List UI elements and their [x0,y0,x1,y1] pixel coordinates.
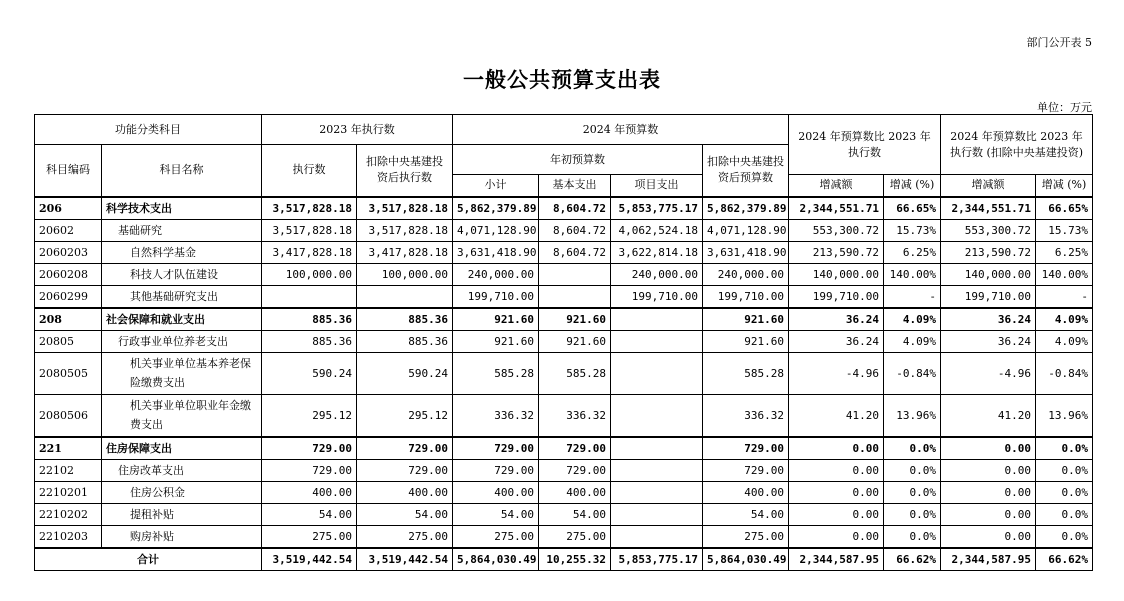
table-row [35,437,1093,460]
total-row [35,548,1093,571]
total-basic: 10,255.32 [539,548,611,571]
header-change-amount-2: 增减额 [941,175,1036,197]
header-exec: 执行数 [262,145,357,197]
row-change-amount-2: -4.96 [941,352,1036,394]
table-row [35,394,1093,437]
row-project [611,525,703,548]
row-basic: 8,604.72 [539,197,611,220]
row-change-amount-1: 0.00 [789,459,884,481]
row-exec-excl [357,285,453,308]
row-budget-excl: 921.60 [703,330,789,352]
row-code: 2080506 [35,394,102,437]
row-change-pct-1: 0.0% [884,437,941,460]
row-name: 社会保障和就业支出 [102,308,262,331]
row-change-pct-2: 140.00% [1036,263,1093,285]
row-subtotal: 199,710.00 [453,285,539,308]
row-exec-excl: 3,517,828.18 [357,197,453,220]
table-row [35,330,1093,352]
row-change-amount-2: 140,000.00 [941,263,1036,285]
row-code: 2210203 [35,525,102,548]
row-change-pct-1: 66.65% [884,197,941,220]
row-change-pct-2: 0.0% [1036,481,1093,503]
header-project: 项目支出 [611,175,703,197]
row-basic: 8,604.72 [539,219,611,241]
total-exec-excl: 3,519,442.54 [357,548,453,571]
row-project: 4,062,524.18 [611,219,703,241]
table-header [35,115,1093,197]
row-change-amount-2: 0.00 [941,503,1036,525]
row-exec-excl: 590.24 [357,352,453,394]
row-name: 自然科学基金 [102,241,262,263]
row-code: 2060299 [35,285,102,308]
row-exec-excl: 400.00 [357,481,453,503]
row-name: 机关事业单位基本养老保险缴费支出 [102,352,262,394]
row-basic: 921.60 [539,308,611,331]
table-row [35,459,1093,481]
row-exec: 3,517,828.18 [262,219,357,241]
row-basic: 400.00 [539,481,611,503]
header-functional-category: 功能分类科目 [35,115,262,145]
row-exec-excl: 54.00 [357,503,453,525]
row-change-pct-1: 140.00% [884,263,941,285]
row-project [611,330,703,352]
row-change-amount-1: 0.00 [789,481,884,503]
row-exec: 3,517,828.18 [262,197,357,220]
row-project [611,459,703,481]
row-subtotal: 921.60 [453,308,539,331]
row-change-amount-1: 36.24 [789,330,884,352]
total-exec: 3,519,442.54 [262,548,357,571]
row-name: 其他基础研究支出 [102,285,262,308]
row-change-pct-2: -0.84% [1036,352,1093,394]
header-name: 科目名称 [102,145,262,197]
row-exec-excl: 885.36 [357,330,453,352]
row-budget-excl: 336.32 [703,394,789,437]
page-number: 部门公开表 5 [1026,36,1092,49]
row-name: 科技人才队伍建设 [102,263,262,285]
row-change-pct-2: 0.0% [1036,503,1093,525]
row-subtotal: 240,000.00 [453,263,539,285]
total-change-amount-2: 2,344,587.95 [941,548,1036,571]
row-basic: 336.32 [539,394,611,437]
table-body [35,197,1093,548]
row-change-pct-2: - [1036,285,1093,308]
row-exec: 275.00 [262,525,357,548]
row-change-amount-2: 0.00 [941,481,1036,503]
row-change-pct-1: 0.0% [884,525,941,548]
row-exec-excl: 729.00 [357,437,453,460]
row-subtotal: 585.28 [453,352,539,394]
row-change-pct-1: 4.09% [884,330,941,352]
row-change-amount-1: 213,590.72 [789,241,884,263]
header-compare-excl: 2024 年预算数比 2023 年执行数 (扣除中央基建投资) [941,115,1093,175]
header-code: 科目编码 [35,145,102,197]
row-exec: 590.24 [262,352,357,394]
row-basic [539,263,611,285]
row-project [611,481,703,503]
row-change-amount-2: 36.24 [941,308,1036,331]
row-subtotal: 4,071,128.90 [453,219,539,241]
row-budget-excl: 3,631,418.90 [703,241,789,263]
header-compare-exec: 2024 年预算数比 2023 年执行数 [789,115,941,175]
row-exec-excl: 885.36 [357,308,453,331]
row-name: 提租补贴 [102,503,262,525]
row-project: 240,000.00 [611,263,703,285]
row-change-amount-1: 0.00 [789,503,884,525]
row-change-pct-1: 0.0% [884,503,941,525]
row-project [611,503,703,525]
page-title: 一般公共预算支出表 [463,68,661,92]
row-exec: 885.36 [262,330,357,352]
row-exec [262,285,357,308]
row-basic: 275.00 [539,525,611,548]
row-change-amount-2: 553,300.72 [941,219,1036,241]
row-budget-excl: 275.00 [703,525,789,548]
row-code: 221 [35,437,102,460]
table-row [35,525,1093,548]
row-change-amount-1: 36.24 [789,308,884,331]
row-project [611,308,703,331]
row-budget-excl: 400.00 [703,481,789,503]
row-budget-excl: 729.00 [703,437,789,460]
row-name: 住房公积金 [102,481,262,503]
row-budget-excl: 199,710.00 [703,285,789,308]
row-code: 2210202 [35,503,102,525]
row-budget-excl: 240,000.00 [703,263,789,285]
table-row [35,308,1093,331]
total-subtotal: 5,864,030.49 [453,548,539,571]
row-budget-excl: 921.60 [703,308,789,331]
row-project: 3,622,814.18 [611,241,703,263]
row-change-pct-2: 15.73% [1036,219,1093,241]
header-budget-excl: 扣除中央基建投资后预算数 [703,145,789,197]
header-initial-budget: 年初预算数 [453,145,703,175]
row-subtotal: 729.00 [453,437,539,460]
row-basic [539,285,611,308]
total-change-pct-1: 66.62% [884,548,941,571]
row-code: 20602 [35,219,102,241]
row-exec-excl: 295.12 [357,394,453,437]
row-change-amount-1: 140,000.00 [789,263,884,285]
row-change-pct-2: 0.0% [1036,459,1093,481]
row-change-amount-2: 0.00 [941,525,1036,548]
row-change-pct-1: 13.96% [884,394,941,437]
row-exec: 295.12 [262,394,357,437]
row-exec: 54.00 [262,503,357,525]
row-name: 科学技术支出 [102,197,262,220]
row-name: 机关事业单位职业年金缴费支出 [102,394,262,437]
row-basic: 729.00 [539,437,611,460]
row-budget-excl: 5,862,379.89 [703,197,789,220]
total-project: 5,853,775.17 [611,548,703,571]
row-code: 2080505 [35,352,102,394]
row-exec-excl: 729.00 [357,459,453,481]
row-project: 199,710.00 [611,285,703,308]
row-subtotal: 921.60 [453,330,539,352]
row-change-amount-2: 36.24 [941,330,1036,352]
row-subtotal: 729.00 [453,459,539,481]
row-basic: 8,604.72 [539,241,611,263]
row-name: 行政事业单位养老支出 [102,330,262,352]
row-change-amount-1: 553,300.72 [789,219,884,241]
row-change-pct-2: 6.25% [1036,241,1093,263]
row-change-amount-2: 41.20 [941,394,1036,437]
total-change-amount-1: 2,344,587.95 [789,548,884,571]
row-change-pct-2: 66.65% [1036,197,1093,220]
row-change-pct-2: 0.0% [1036,437,1093,460]
row-subtotal: 3,631,418.90 [453,241,539,263]
row-budget-excl: 585.28 [703,352,789,394]
row-exec: 729.00 [262,459,357,481]
row-change-amount-1: 0.00 [789,525,884,548]
row-code: 2210201 [35,481,102,503]
total-change-pct-2: 66.62% [1036,548,1093,571]
row-name: 住房改革支出 [102,459,262,481]
header-subtotal: 小计 [453,175,539,197]
table-row [35,481,1093,503]
unit-label: 单位：万元 [1037,101,1092,114]
header-budget-2024: 2024 年预算数 [453,115,789,145]
row-exec-excl: 275.00 [357,525,453,548]
row-change-pct-1: 15.73% [884,219,941,241]
row-subtotal: 400.00 [453,481,539,503]
row-change-pct-1: 4.09% [884,308,941,331]
row-change-pct-2: 4.09% [1036,330,1093,352]
row-change-pct-1: 0.0% [884,459,941,481]
table-row [35,352,1093,394]
table-row [35,197,1093,220]
row-change-amount-1: -4.96 [789,352,884,394]
table-row [35,263,1093,285]
row-change-amount-2: 0.00 [941,437,1036,460]
row-code: 22102 [35,459,102,481]
row-code: 208 [35,308,102,331]
total-budget-excl: 5,864,030.49 [703,548,789,571]
row-code: 206 [35,197,102,220]
budget-table [34,114,1093,571]
row-change-pct-2: 4.09% [1036,308,1093,331]
row-project [611,352,703,394]
row-subtotal: 54.00 [453,503,539,525]
row-project [611,394,703,437]
row-subtotal: 275.00 [453,525,539,548]
row-change-pct-1: -0.84% [884,352,941,394]
row-project: 5,853,775.17 [611,197,703,220]
row-budget-excl: 54.00 [703,503,789,525]
row-change-amount-1: 199,710.00 [789,285,884,308]
row-name: 住房保障支出 [102,437,262,460]
row-basic: 921.60 [539,330,611,352]
header-basic: 基本支出 [539,175,611,197]
row-exec-excl: 100,000.00 [357,263,453,285]
row-exec: 400.00 [262,481,357,503]
row-change-pct-1: 6.25% [884,241,941,263]
row-exec: 885.36 [262,308,357,331]
row-change-pct-2: 0.0% [1036,525,1093,548]
header-change-amount-1: 增减额 [789,175,884,197]
row-exec-excl: 3,517,828.18 [357,219,453,241]
row-change-amount-1: 0.00 [789,437,884,460]
row-change-amount-1: 41.20 [789,394,884,437]
table-row [35,503,1093,525]
row-budget-excl: 729.00 [703,459,789,481]
row-change-amount-2: 2,344,551.71 [941,197,1036,220]
table-row [35,241,1093,263]
header-exec-2023: 2023 年执行数 [262,115,453,145]
row-change-pct-1: 0.0% [884,481,941,503]
table-footer [35,548,1093,571]
row-name: 购房补贴 [102,525,262,548]
row-change-amount-2: 0.00 [941,459,1036,481]
row-name: 基础研究 [102,219,262,241]
row-project [611,437,703,460]
row-subtotal: 336.32 [453,394,539,437]
table-row [35,219,1093,241]
row-change-pct-1: - [884,285,941,308]
row-exec-excl: 3,417,828.18 [357,241,453,263]
row-code: 20805 [35,330,102,352]
header-change-pct-2: 增减 (%) [1036,175,1093,197]
row-change-amount-2: 213,590.72 [941,241,1036,263]
row-code: 2060208 [35,263,102,285]
row-exec: 3,417,828.18 [262,241,357,263]
row-basic: 729.00 [539,459,611,481]
table-row [35,285,1093,308]
row-change-amount-1: 2,344,551.71 [789,197,884,220]
row-subtotal: 5,862,379.89 [453,197,539,220]
row-basic: 585.28 [539,352,611,394]
row-exec: 729.00 [262,437,357,460]
row-change-amount-2: 199,710.00 [941,285,1036,308]
header-exec-excl: 扣除中央基建投资后执行数 [357,145,453,197]
row-code: 2060203 [35,241,102,263]
row-budget-excl: 4,071,128.90 [703,219,789,241]
row-exec: 100,000.00 [262,263,357,285]
row-basic: 54.00 [539,503,611,525]
total-label: 合计 [35,548,262,571]
row-change-pct-2: 13.96% [1036,394,1093,437]
header-change-pct-1: 增减 (%) [884,175,941,197]
